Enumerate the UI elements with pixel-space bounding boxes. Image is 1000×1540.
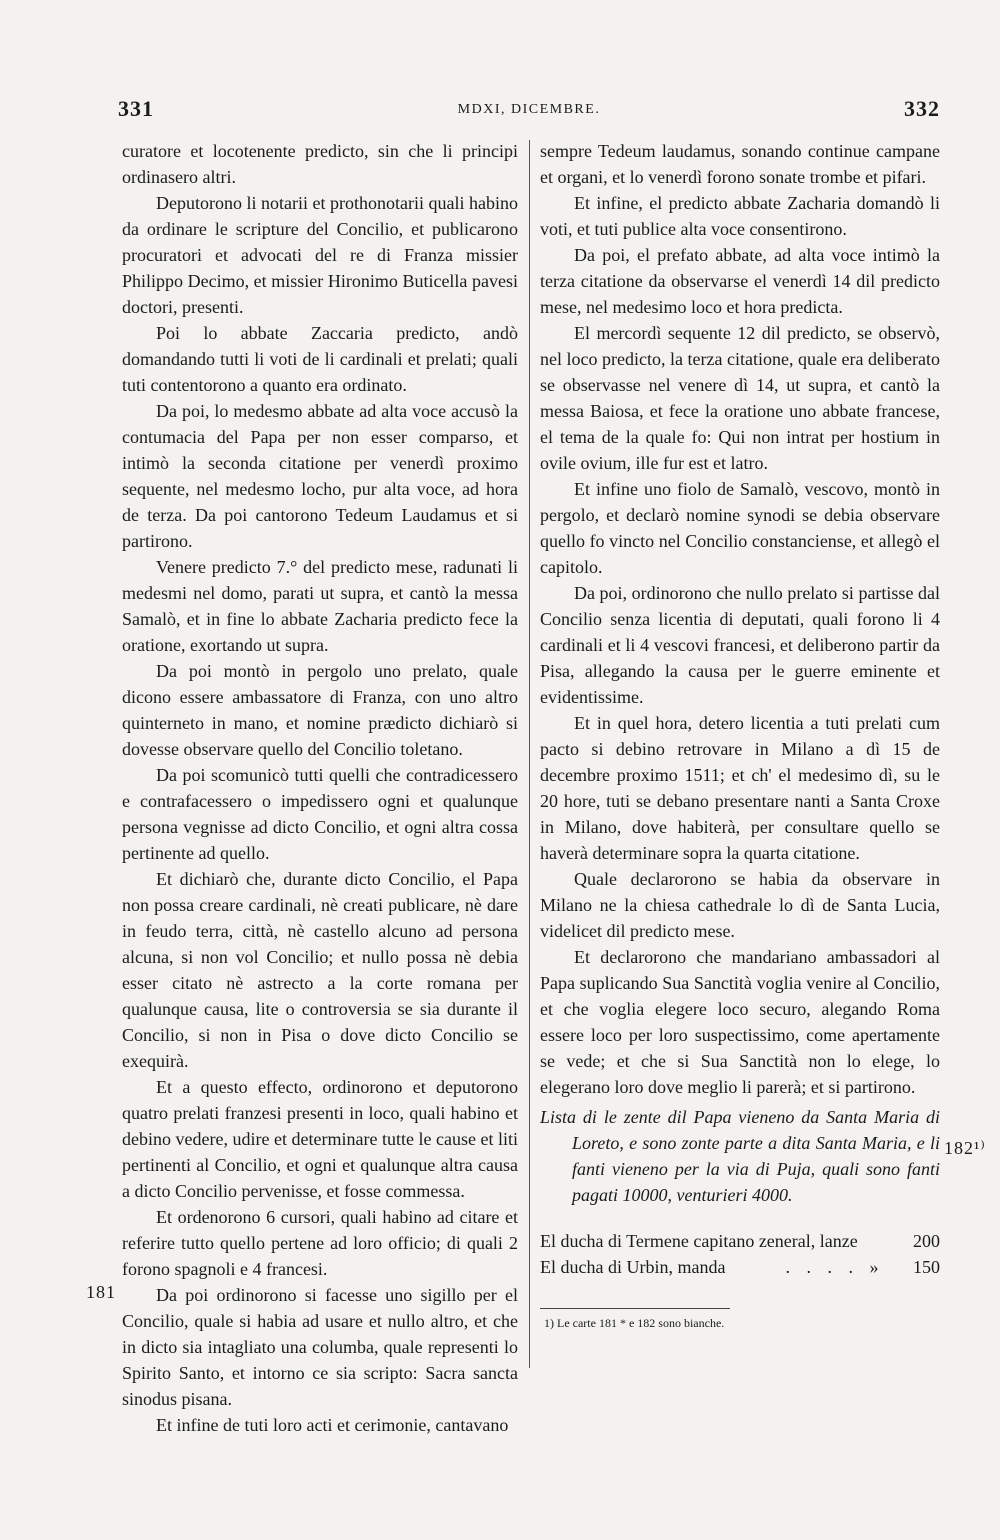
paragraph: Da poi, lo medesmo abbate ad alta voce accusò la contumacia del Papa per non esser comparso, et intimò la seconda citatione per venerdì proximo sequente, nel medesmo locho, pur alta voce, ad hora de terza. Da poi cantorono Tedeum Laudamus et si partirono.	[122, 401, 518, 551]
paragraph: sempre Tedeum laudamus, sonando continue campane et organi, et lo venerdì forono sonate trombe et pifari.	[540, 141, 940, 187]
paragraph: Venere predicto 7.° del predicto mese, radunati li medesmi nel domo, parati ut supra, et cantò la messa Samalò, et in fine lo abbate Zacharia predicto fece la oratione, exortando ut supra.	[122, 557, 518, 655]
list-item-leader: . . . . »	[785, 1257, 885, 1277]
list-item-text: El ducha di Termene capitano zeneral, lanze	[540, 1231, 858, 1251]
list-item	[540, 1228, 940, 1254]
paragraph: Et declarorono che mandariano ambassadori al Papa suplicando Sua Sanctità voglia venire al Concilio, et che voglia elegere loco securo, alegando Roma essere loco per loro suspectissimo, come apertamente se vede; et che si Sua Sanctità non lo elege, lo elegerano loro dove meglio li parerà; et si partirono.	[540, 947, 940, 1097]
paragraph: Et a questo effecto, ordinorono et deputorono quatro prelati franzesi presenti in loco, quali habino et debino vedere, udire et determinare tutte le cause et liti pertinenti al Concilio, et ogni et qualunque altra causa a dicto Concilio pervenisse, et fosse commessa.	[122, 1077, 518, 1201]
footnote-rule	[540, 1308, 730, 1309]
list-item-text: El ducha di Urbin, manda	[540, 1257, 726, 1277]
left-column	[122, 138, 518, 1438]
paragraph: Poi lo abbate Zaccaria predicto, andò domandando tutti li voti de li cardinali et prelati; quali tuti contentorono a quanto era ordinato.	[122, 323, 518, 395]
paragraph: curatore et locotenente predicto, sin che li principi ordinasero altri.	[122, 141, 518, 187]
paragraph: Da poi, ordinorono che nullo prelato si partisse dal Concilio senza licentia di deputati, quali forono li 4 cardinali et li 4 vescovi francesi, et deliberono partir da Pisa, allegando la causa per le guerre eminente et evidentissime.	[540, 583, 940, 707]
list-item-value: 200	[913, 1231, 940, 1251]
list-item-value: 150	[913, 1257, 940, 1277]
paragraph: Da poi, el prefato abbate, ad alta voce intimò la terza citatione da observarse el venerdì 14 dil predicto mese, nel medesimo loco et hora predicta.	[540, 245, 940, 317]
list-item	[540, 1254, 940, 1280]
paragraph: Et infine de tuti loro acti et cerimonie, cantavano	[156, 1415, 509, 1435]
margin-note-left: 181	[86, 1282, 116, 1302]
paragraph: Et in quel hora, detero licentia a tuti prelati cum pacto si debino retrovare in Milano a dì 15 de decembre proximo 1511; et ch' el medesimo dì, su le 20 hore, tuti se debano presentare nanti a Santa Croxe in Milano, dove habiterà, per consultare quello se haverà determinare sopra la quarta citatione.	[540, 713, 940, 863]
footnote: 1) Le carte 181 * e 182 sono bianche.	[544, 1316, 725, 1330]
paragraph: Et infine, el predicto abbate Zacharia domandò li voti, et tuti publice alta voce consentirono.	[540, 193, 940, 239]
right-column	[540, 138, 940, 1331]
paragraph: Quale declarorono se habia da observare in Milano ne la chiesa cathedrale lo dì de Santa Lucia, videlicet dil predicto mese.	[540, 869, 940, 941]
paragraph: Et infine uno fiolo de Samalò, vescovo, montò in pergolo, et declarò nomine synodi se debia observare quello fo vincto nel Concilio constanciense, et allegò el capitolo.	[540, 479, 940, 577]
running-title: MDXI, DICEMBRE.	[457, 102, 601, 117]
page-header	[118, 96, 940, 126]
troop-list-heading-block	[540, 1104, 940, 1208]
paragraph: Deputorono li notarii et prothonotarii quali habino da ordinare le scripture del Concilio, et publicarono procuratori et advocati del re di Franza missier Philippo Decimo, et missier Hironimo Buticella pavesi doctori, presenti.	[122, 193, 518, 317]
paragraph: Et dichiarò che, durante dicto Concilio, el Papa non possa creare cardinali, nè creati publicare, nè dare in feudo terra, città, nè castello alcuno ad persona alcuna, si non vol Concilio; et nullo possa nè debia esser citato nè astrecto a la corte romana per qualunque causa, lite o controversia se sia durante il Concilio, si non in Pisa o dove dicto Concilio se exequirà.	[122, 869, 518, 1071]
troop-list-heading: Lista di le zente dil Papa vieneno da Santa Maria di Loreto, e sono zonte parte a dita Santa Maria, e li fanti vieneno per la via di Puja, quali sono fanti pagati 10000, venturieri 4000.	[540, 1107, 940, 1205]
left-page-number: 331	[118, 96, 154, 121]
column-divider	[529, 140, 530, 1368]
paragraph: Da poi ordinorono si facesse uno sigillo per el Concilio, quale si habia ad usare et nullo altro, et che in dicto sia intagliato una columba, quale representi lo Spirito Santo, et intorno ce sia scripto: Sacra sancta sinodus pisana.	[122, 1285, 518, 1409]
paragraph: Da poi montò in pergolo uno prelato, quale dicono essere ambassatore di Franza, con uno altro quinterneto in mano, et nomine prædicto dichiarò si dovesse observare quello del Concilio toletano.	[122, 661, 518, 759]
right-page-number: 332	[904, 96, 940, 121]
paragraph: El mercordì sequente 12 dil predicto, se observò, nel loco predicto, la terza citatione, quale era deliberato se observasse nel venere dì 14, ut supra, et cantò la messa Baiosa, et fece la oratione uno abbate francese, el tema de la quale fo: Qui non intrat per hostium in ovile ovium, ille fur est et latro.	[540, 323, 940, 473]
paragraph: Da poi scomunicò tutti quelli che contradicessero e contrafacessero o impedissero ogni et qualunque persona vegnisse ad dicto Concilio, et ogni altra cossa pertinente ad quello.	[122, 765, 518, 863]
paragraph: Et ordenorono 6 cursori, quali habino ad citare et referire tutto quello pertene ad loro officio; di quali 2 forono spagnoli e 4 francesi.	[122, 1207, 518, 1279]
margin-note-right: 182¹⁾	[944, 1138, 986, 1158]
